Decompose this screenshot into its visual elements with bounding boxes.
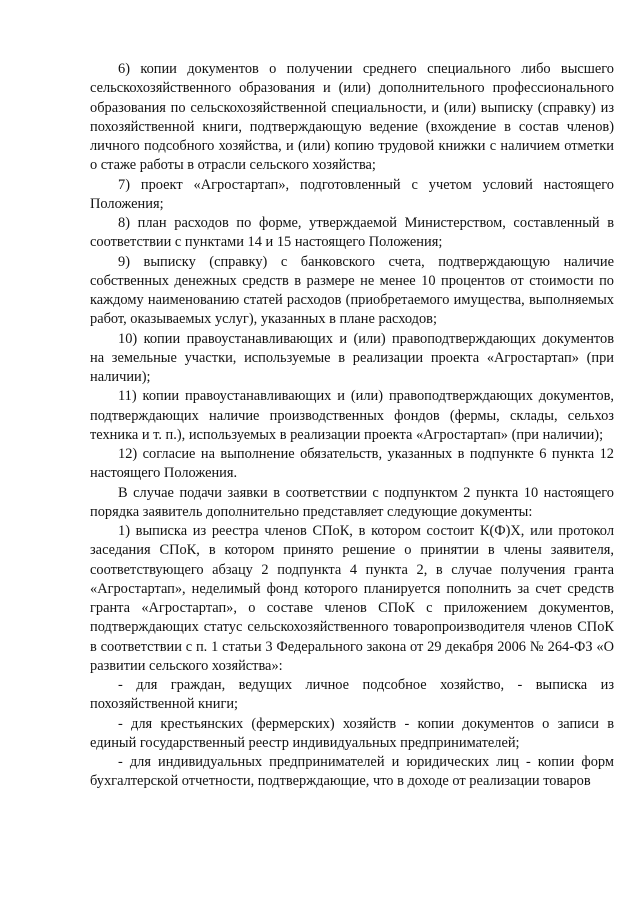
paragraph-dash-entrepreneurs: - для индивидуальных предпринимателей и юридических лиц - копии форм бухгалтерской отчетности, подтверждающие, что в доходе от реализации товаров (90, 754, 614, 790)
paragraph-item-7: 7) проект «Агростартап», подготовленный с учетом условий настоящего Положения; (90, 176, 614, 212)
paragraph-dash-personal-farm: - для граждан, ведущих личное подсобное хозяйство, - выписка из похозяйственной книги; (90, 677, 614, 713)
paragraph-item-8: 8) план расходов по форме, утверждаемой Министерством, составленный в соответствии с пунктами 14 и 15 настоящего Положения; (90, 215, 614, 251)
paragraph-additional-item-1: 1) выписка из реестра членов СПоК, в котором состоит К(Ф)Х, или протокол заседания СПоК, в котором принято решение о принятии в члены заявителя, соответствующего абзацу 2 подпункта 4 пункта 2, в случае получения гранта «Агростартап», неделимый фонд которого планируется пополнить за счет средств гранта «Агростартап», о составе членов СПоК с приложением документов, подтверждающих статус сельскохозяйственного товаропроизводителя членов СПоК в соответствии с п. 1 статьи 3 Федерального закона от 29 декабря 2006 № 264-ФЗ «О развитии сельского хозяйства»: (90, 523, 614, 674)
paragraph-additional-intro: В случае подачи заявки в соответствии с подпунктом 2 пункта 10 настоящего порядка заявитель дополнительно представляет следующие документы: (90, 484, 614, 520)
paragraph-item-6: 6) копии документов о получении среднего специального либо высшего сельскохозяйственного образования и (или) дополнительного профессионального образования по сельскохозяйственной специальности, и (или) выписку (справку) из похозяйственной книги, подтверждающую ведение (вхождение в состав членов) личного подсобного хозяйства, и (или) копию трудовой книжки с наличием отметки о стаже работы в отрасли сельского хозяйства; (90, 61, 614, 174)
paragraph-item-9: 9) выписку (справку) с банковского счета, подтверждающую наличие собственных денежных средств в размере не менее 10 процентов от стоимости по каждому наименованию статей расходов (приобретаемого имущества, выполняемых работ, оказываемых услуг), указанных в плане расходов; (90, 253, 614, 328)
paragraph-dash-peasant-farm: - для крестьянских (фермерских) хозяйств - копии документов о записи в единый государственный реестр индивидуальных предпринимателей; (90, 715, 614, 751)
paragraph-item-11: 11) копии правоустанавливающих и (или) правоподтверждающих документов, подтверждающих наличие производственных фондов (фермы, склады, сельхоз техника и т. п.), используемых в реализации проекта «Агростартап» (при наличии); (90, 388, 614, 443)
paragraph-item-12: 12) согласие на выполнение обязательств, указанных в подпункте 6 пункта 12 настоящего Положения. (90, 446, 614, 482)
paragraph-item-10: 10) копии правоустанавливающих и (или) правоподтверждающих документов на земельные участки, используемые в реализации проекта «Агростартап» (при наличии); (90, 330, 614, 385)
document-body (90, 60, 614, 792)
